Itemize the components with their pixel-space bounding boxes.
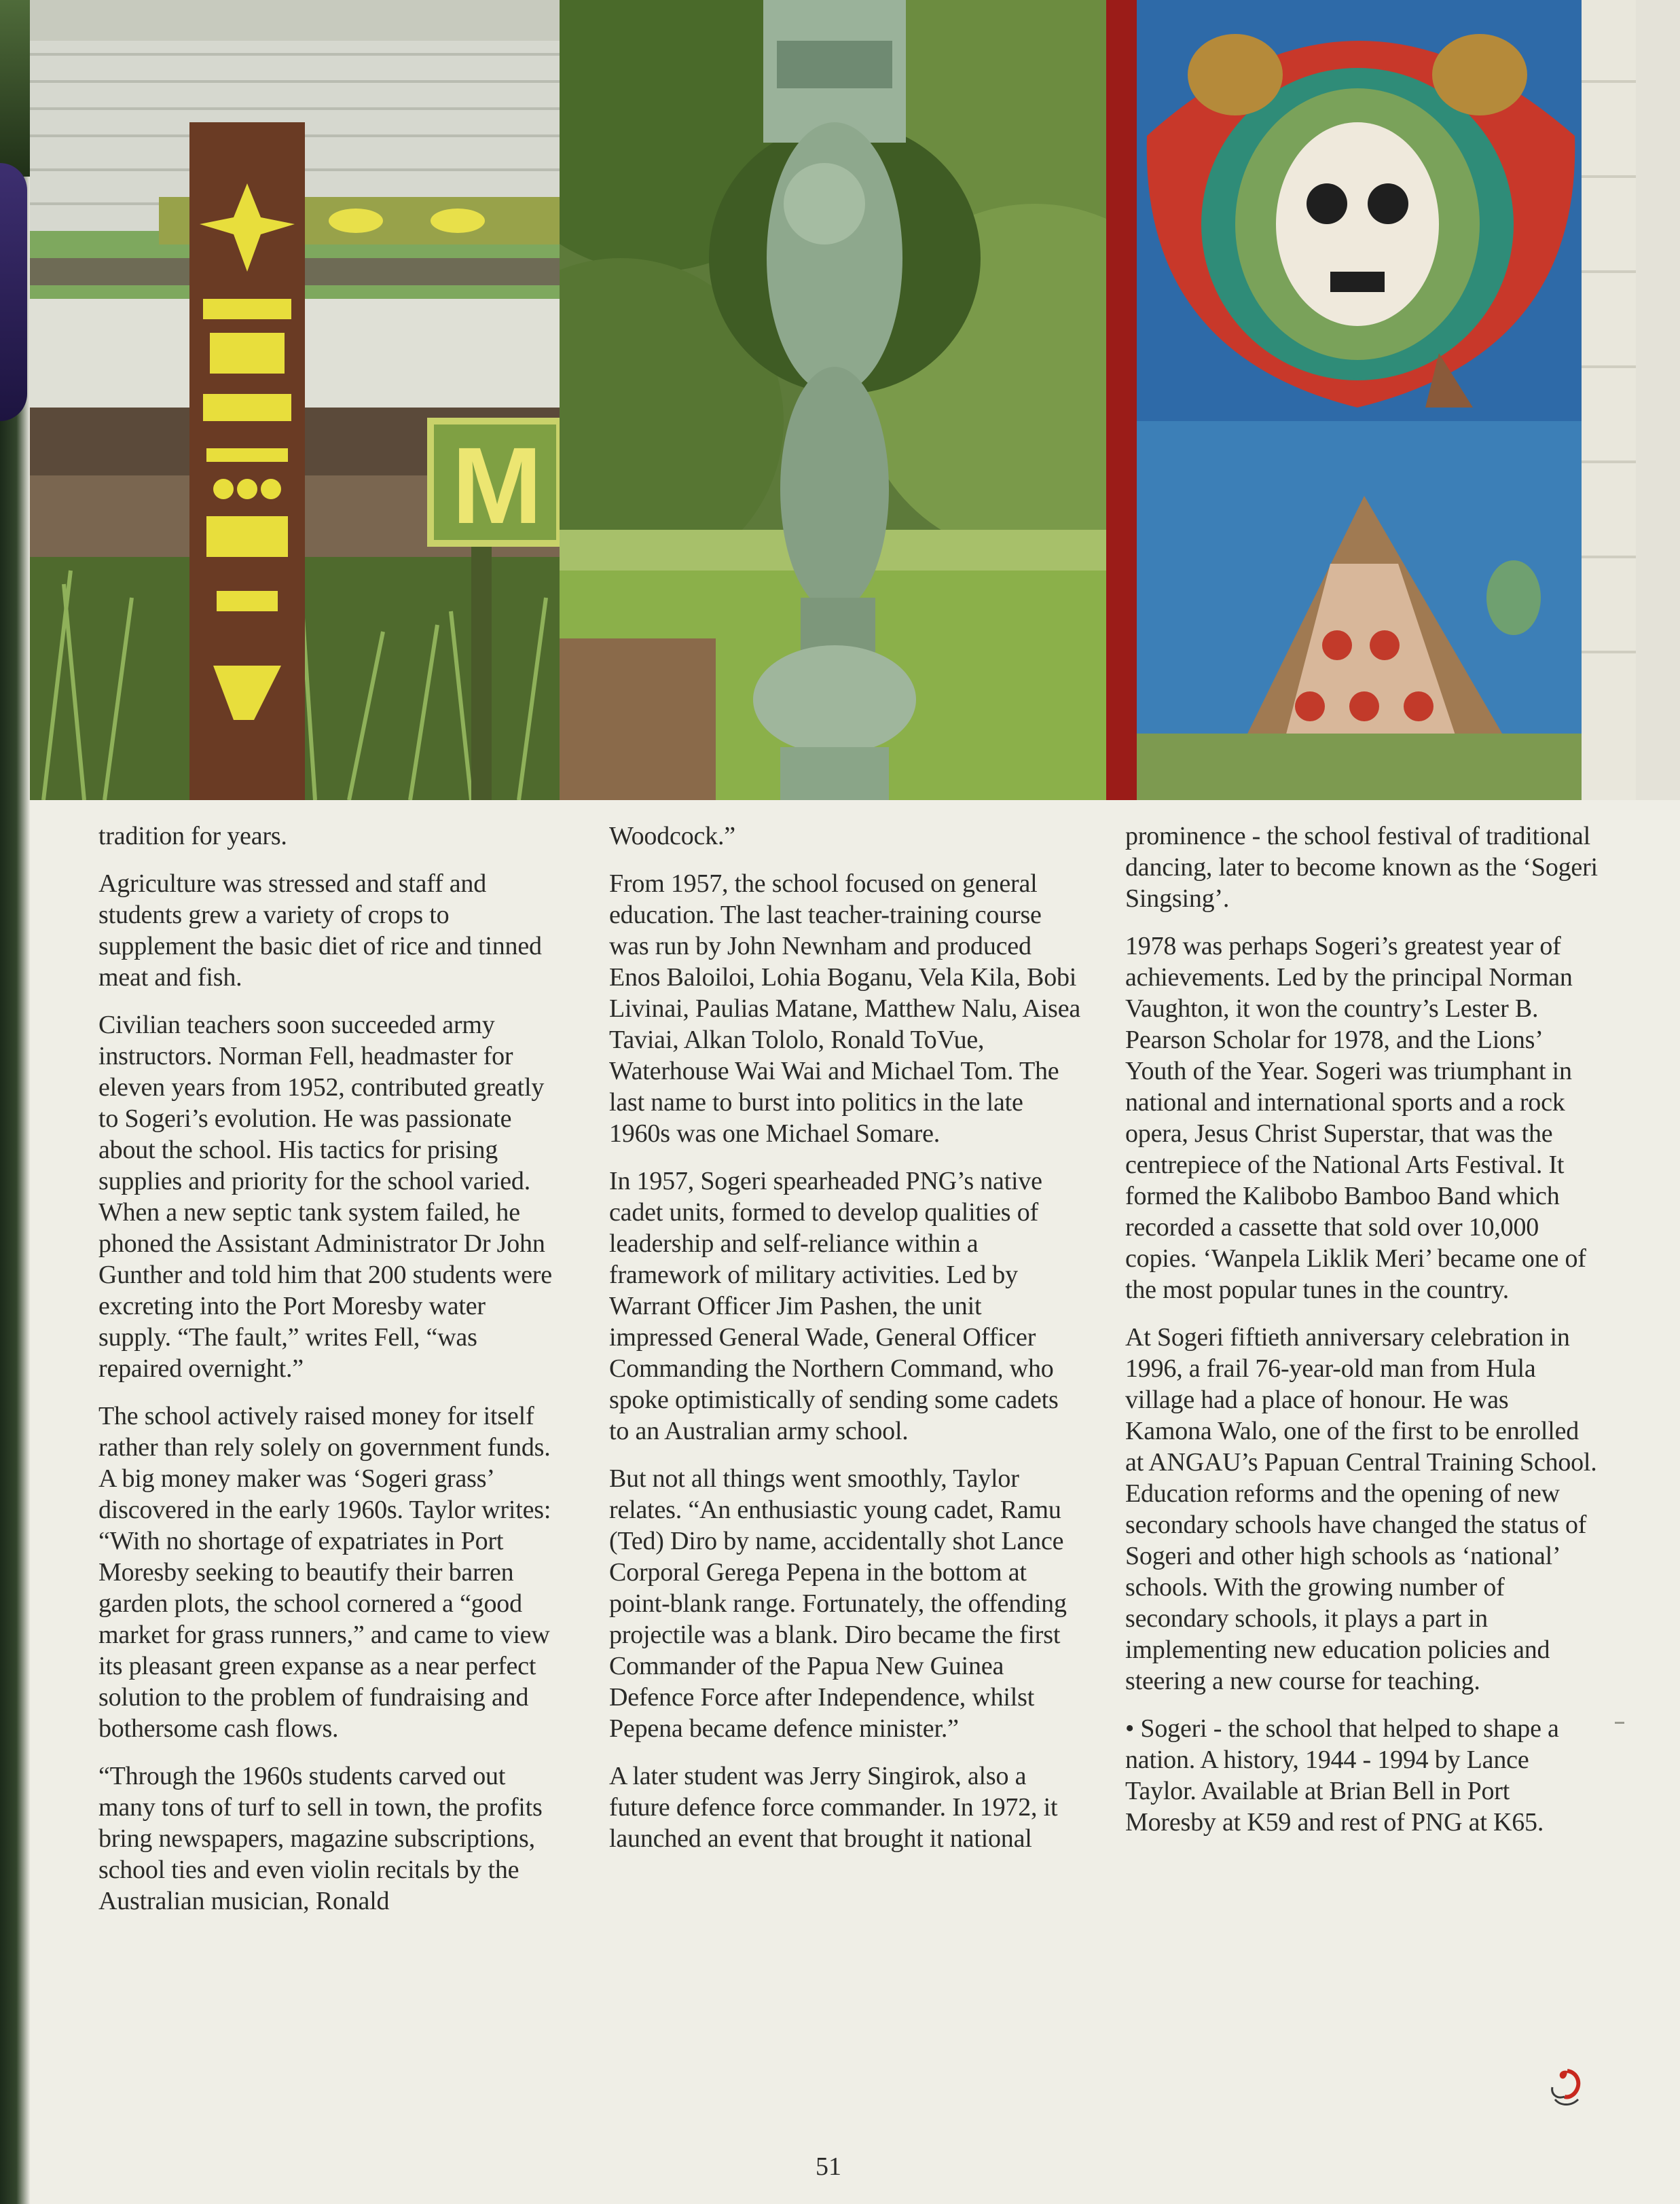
- text-column-2: [609, 820, 1084, 1871]
- margin-mark: [1615, 1722, 1624, 1724]
- page-edge-right: [1636, 0, 1680, 800]
- bird-of-paradise-logo-icon: [1547, 2067, 1586, 2108]
- photo-carved-post: [30, 0, 560, 800]
- paragraph: From 1957, the school focused on general education. The last teacher-training course was run by John Newnham and produced Enos Baloiloi, Lohia Boganu, Vela Kila, Bobi Livinai, Paulias Matane, Matthew Nalu, Aisea Taviai, Alkan Tololo, Ronald ToVue, Waterhouse Wai Wai and Michael Tom. The last name to burst into politics in the late 1960s was one Michael Somare.: [609, 869, 1081, 1148]
- paragraph: But not all things went smoothly, Taylor relates. “An enthusiastic young cadet, Ramu (Ted) Diro by name, accidentally shot Lance Corporal Gerega Pepena in the bottom at point-blank range. Fortunately, the offending projectile was a blank. Diro became the first Commander of the Papua New Guinea Defence Force after Independence, whilst Pepena became defence minister.”: [609, 1464, 1067, 1743]
- text-column-1: [98, 820, 560, 1933]
- paragraph: • Sogeri - the school that helped to shape a nation. A history, 1944 - 1994 by Lance Taylor. Available at Brian Bell in Port Moresby at K59 and rest of PNG at K65.: [1125, 1714, 1559, 1837]
- photo-carved-figure: [560, 0, 1106, 800]
- paragraph: “Through the 1960s students carved out many tons of turf to sell in town, the profits bring newspapers, magazine subscriptions, school ties and even violin recitals by the Australian musician, Ronald: [98, 1762, 543, 1915]
- paragraph: In 1957, Sogeri spearheaded PNG’s native cadet units, formed to develop qualities of leadership and self-reliance within a framework of military activities. Led by Warrant Officer Jim Pashen, the unit impressed General Wade, General Officer Commanding the Northern Command, who spoke optimistically of sending some cadets to an Australian army school.: [609, 1167, 1059, 1445]
- leaf-fragment: [0, 0, 30, 177]
- paragraph: 1978 was perhaps Sogeri’s greatest year of achievements. Led by the principal Norman Vaughton, it won the country’s Lester B. Pearson Scholar for 1978, and the Lions’ Youth of the Year. Sogeri was triumphant in national and international sports and a rock opera, Jesus Christ Superstar, that was the centrepiece of the National Arts Festival. It formed the Kalibobo Bamboo Band which recorded a cassette that sold over 10,000 copies. ‘Wanpela Liklik Meri’ became one of the most popular tunes in the country.: [1125, 932, 1586, 1304]
- sign-letter: M: [452, 424, 543, 546]
- paragraph: The school actively raised money for itself rather than rely solely on government funds. A big money maker was ‘Sogeri grass’ discovered in the early 1960s. Taylor writes: “With no shortage of expatriates in Port Moresby seeking to beautify their barren garden plots, the school cornered a “good market for grass runners,” and came to view its pleasant green expanse as a near perfect solution to the problem of fundraising and bothersome cash flows.: [98, 1402, 551, 1743]
- page-edge-left: [0, 0, 30, 2204]
- paragraph: A later student was Jerry Singirok, also a future defence force commander. In 1972, it launched an event that brought it national: [609, 1762, 1058, 1853]
- paragraph: prominence - the school festival of traditional dancing, later to become known as the ‘Sogeri Singsing’.: [1125, 822, 1598, 913]
- paragraph: At Sogeri fiftieth anniversary celebration in 1996, a frail 76-year-old man from Hula village had a place of honour. He was Kamona Walo, one of the first to be enrolled at ANGAU’s Papuan Central Training School. Education reforms and the opening of new secondary schools have changed the status of Sogeri and other high schools as ‘national’ schools. With the growing number of secondary schools, it plays a part in implementing new education policies and steering a new course for teaching.: [1125, 1323, 1597, 1695]
- paragraph: Woodcock.”: [609, 822, 735, 850]
- paragraph: Agriculture was stressed and staff and students grew a variety of crops to supplement the basic diet of rice and tinned meat and fish.: [98, 869, 542, 992]
- photo-painted-mural: [1106, 0, 1636, 800]
- figure-fragment: [0, 163, 27, 421]
- page-number: 51: [816, 2152, 841, 2181]
- paragraph: tradition for years.: [98, 822, 287, 850]
- paragraph: Civilian teachers soon succeeded army instructors. Norman Fell, headmaster for eleven years from 1952, contributed greatly to Sogeri’s evolution. He was passionate about the school. His tactics for prising supplies and priority for the school varied. When a new septic tank system failed, he phoned the Assistant Administrator Dr John Gunther and told him that 200 students were excreting into the Port Moresby water supply. “The fault,” writes Fell, “was repaired overnight.”: [98, 1011, 552, 1383]
- text-column-3: [1125, 820, 1601, 1854]
- photo-strip: [30, 0, 1636, 800]
